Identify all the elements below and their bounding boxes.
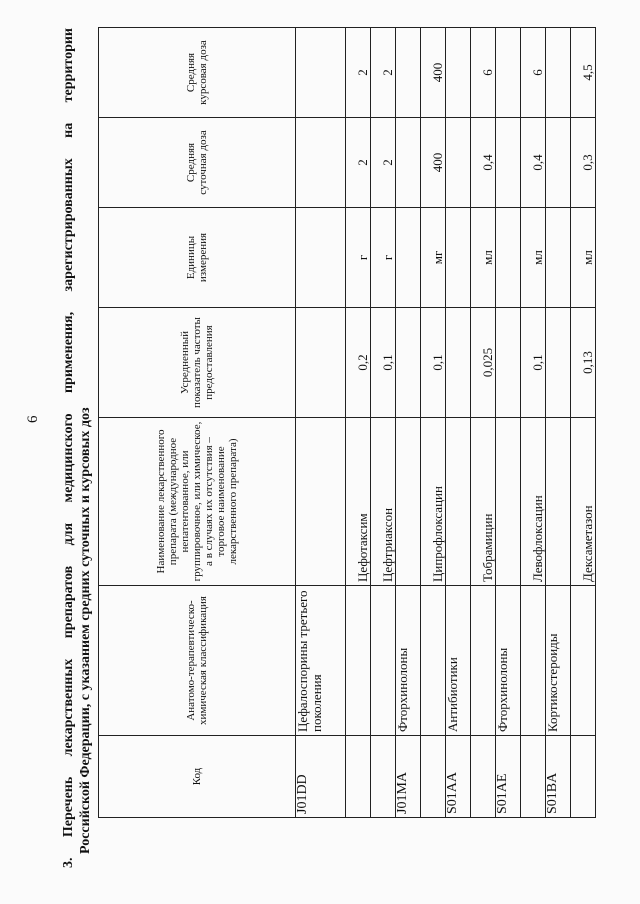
table-row xyxy=(296,28,346,818)
cell-drug-name: Цефтриаксон xyxy=(371,418,396,586)
cell-daily-dose: 0,4 xyxy=(521,118,546,208)
cell-daily-dose: 2 xyxy=(371,118,396,208)
cell-drug-name xyxy=(496,418,521,586)
cell-drug-name xyxy=(296,418,346,586)
cell-frequency xyxy=(546,308,571,418)
cell-frequency: 0,1 xyxy=(371,308,396,418)
cell-course-dose: 2 xyxy=(346,28,371,118)
cell-drug-name: Цефотаксим xyxy=(346,418,371,586)
cell-daily-dose: 0,4 xyxy=(471,118,496,208)
cell-drug-name xyxy=(546,418,571,586)
drug-table xyxy=(98,27,596,818)
cell-unit: г xyxy=(371,208,396,308)
page-number: 6 xyxy=(25,415,41,423)
cell-unit xyxy=(446,208,471,308)
table-row xyxy=(521,28,546,818)
cell-daily-dose xyxy=(296,118,346,208)
cell-frequency xyxy=(296,308,346,418)
header-frequency: Усредненный показатель частоты предоставления xyxy=(99,308,296,418)
table-row xyxy=(396,28,421,818)
cell-course-dose xyxy=(496,28,521,118)
rotated-content xyxy=(60,28,595,868)
cell-atc: Кортикостероиды xyxy=(546,586,571,736)
header-drug-name: Наименование лекарственного препарата (международное непатентованное, или группировочное, или химическое, а в случаях их отсутствия – торговое наименование лекарственного препарата) xyxy=(99,418,296,586)
cell-drug-name: Дексаметазон xyxy=(571,418,596,586)
table-row xyxy=(571,28,596,818)
cell-course-dose: 2 xyxy=(371,28,396,118)
cell-code xyxy=(521,736,546,818)
cell-course-dose: 6 xyxy=(471,28,496,118)
header-atc: Анатомо-терапевтическо-химическая классификация xyxy=(99,586,296,736)
cell-code: S01AE xyxy=(496,736,521,818)
heading-line-1: 3. Перечень лекарственных препаратов для медицинского применения, зарегистрированных на территории xyxy=(61,28,76,868)
cell-unit xyxy=(496,208,521,308)
cell-frequency: 0,025 xyxy=(471,308,496,418)
cell-frequency: 0,2 xyxy=(346,308,371,418)
cell-code: S01BA xyxy=(546,736,571,818)
cell-atc: Фторхинолоны xyxy=(496,586,521,736)
cell-atc xyxy=(346,586,371,736)
cell-course-dose: 4,5 xyxy=(571,28,596,118)
cell-course-dose: 400 xyxy=(421,28,446,118)
cell-unit: г xyxy=(346,208,371,308)
cell-atc: Цефалоспорины третьего поколения xyxy=(296,586,346,736)
cell-code: J01MA xyxy=(396,736,421,818)
cell-daily-dose: 2 xyxy=(346,118,371,208)
cell-code: J01DD xyxy=(296,736,346,818)
cell-atc xyxy=(521,586,546,736)
cell-daily-dose xyxy=(546,118,571,208)
table-row xyxy=(546,28,571,818)
header-course-dose: Средняя курсовая доза xyxy=(99,28,296,118)
cell-drug-name: Тобрамицин xyxy=(471,418,496,586)
table-row xyxy=(421,28,446,818)
cell-daily-dose xyxy=(396,118,421,208)
cell-atc xyxy=(371,586,396,736)
cell-drug-name xyxy=(446,418,471,586)
cell-frequency: 0,1 xyxy=(421,308,446,418)
cell-code xyxy=(371,736,396,818)
cell-course-dose xyxy=(446,28,471,118)
cell-atc xyxy=(421,586,446,736)
cell-code: S01AA xyxy=(446,736,471,818)
table-header-row xyxy=(99,28,296,818)
header-code: Код xyxy=(99,736,296,818)
section-heading xyxy=(60,28,94,868)
cell-daily-dose: 0,3 xyxy=(571,118,596,208)
table-row xyxy=(496,28,521,818)
table-row xyxy=(346,28,371,818)
cell-unit: мл xyxy=(521,208,546,308)
cell-atc: Антибиотики xyxy=(446,586,471,736)
cell-unit: мл xyxy=(571,208,596,308)
header-daily-dose: Средняя суточная доза xyxy=(99,118,296,208)
cell-course-dose: 6 xyxy=(521,28,546,118)
cell-frequency xyxy=(446,308,471,418)
cell-unit: мг xyxy=(421,208,446,308)
cell-unit xyxy=(296,208,346,308)
cell-code xyxy=(346,736,371,818)
cell-course-dose xyxy=(546,28,571,118)
header-unit: Единицы измерения xyxy=(99,208,296,308)
table-row xyxy=(371,28,396,818)
table-row xyxy=(471,28,496,818)
cell-frequency: 0,13 xyxy=(571,308,596,418)
cell-unit xyxy=(546,208,571,308)
cell-code xyxy=(471,736,496,818)
cell-drug-name: Ципрофлоксацин xyxy=(421,418,446,586)
cell-unit xyxy=(396,208,421,308)
cell-atc xyxy=(571,586,596,736)
cell-drug-name xyxy=(396,418,421,586)
cell-atc xyxy=(471,586,496,736)
cell-course-dose xyxy=(396,28,421,118)
cell-atc: Фторхинолоны xyxy=(396,586,421,736)
heading-line-2: Российской Федерации, с указанием средних суточных и курсовых доз xyxy=(78,407,93,854)
cell-daily-dose xyxy=(496,118,521,208)
cell-drug-name: Левофлоксацин xyxy=(521,418,546,586)
cell-daily-dose xyxy=(446,118,471,208)
cell-unit: мл xyxy=(471,208,496,308)
cell-daily-dose: 400 xyxy=(421,118,446,208)
cell-code xyxy=(421,736,446,818)
cell-frequency xyxy=(396,308,421,418)
cell-frequency xyxy=(496,308,521,418)
cell-frequency: 0,1 xyxy=(521,308,546,418)
cell-course-dose xyxy=(296,28,346,118)
cell-code xyxy=(571,736,596,818)
table-row xyxy=(446,28,471,818)
